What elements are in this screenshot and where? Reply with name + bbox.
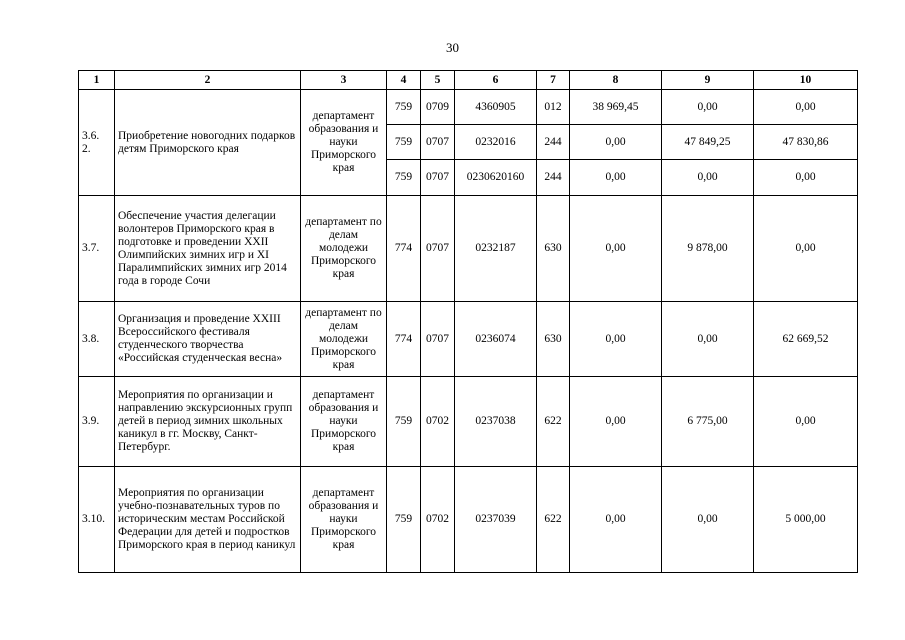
cell-c8: 38 969,45 [570,90,662,125]
cell-c9: 6 775,00 [662,377,754,467]
cell-c8: 0,00 [570,125,662,160]
cell-c8: 0,00 [570,160,662,196]
col-header: 6 [455,71,537,90]
item-number: 3.7. [79,196,115,302]
cell-c8: 0,00 [570,377,662,467]
col-header: 7 [537,71,570,90]
cell-c5: 0702 [421,467,455,573]
cell-c9: 47 849,25 [662,125,754,160]
cell-c7: 012 [537,90,570,125]
cell-c5: 0707 [421,125,455,160]
item-number: 3.9. [79,377,115,467]
cell-c4: 774 [387,196,421,302]
budget-table [78,70,858,573]
cell-c8: 0,00 [570,302,662,377]
cell-c7: 630 [537,196,570,302]
item-name: Приобретение новогодних подарков детям Приморского края [115,90,301,196]
table-row [79,302,858,377]
col-header: 1 [79,71,115,90]
cell-c10: 0,00 [754,160,858,196]
item-executor: департамент образования и науки Приморского края [301,90,387,196]
cell-c4: 759 [387,467,421,573]
cell-c8: 0,00 [570,467,662,573]
cell-c5: 0707 [421,196,455,302]
cell-c5: 0707 [421,160,455,196]
item-number: 3.10. [79,467,115,573]
cell-c4: 759 [387,160,421,196]
cell-c9: 9 878,00 [662,196,754,302]
cell-c6: 4360905 [455,90,537,125]
col-header: 5 [421,71,455,90]
cell-c7: 244 [537,125,570,160]
item-number: 3.8. [79,302,115,377]
table-row [79,377,858,467]
cell-c6: 0237038 [455,377,537,467]
col-header: 4 [387,71,421,90]
table-row [79,90,858,125]
cell-c6: 0237039 [455,467,537,573]
item-name: Организация и проведение XXIII Всероссийского фестиваля студенческого творчества «Российская студенческая весна» [115,302,301,377]
cell-c10: 5 000,00 [754,467,858,573]
item-name: Обеспечение участия делегации волонтеров Приморского края в подготовке и проведении XXII Олимпийских зимних игр и XI Паралимпийских зимних игр 2014 года в городе Сочи [115,196,301,302]
cell-c5: 0702 [421,377,455,467]
cell-c10: 0,00 [754,377,858,467]
cell-c10: 0,00 [754,90,858,125]
cell-c9: 0,00 [662,302,754,377]
cell-c6: 0230620160 [455,160,537,196]
page-number: 30 [446,40,459,55]
cell-c7: 630 [537,302,570,377]
table-row [79,467,858,573]
cell-c10: 47 830,86 [754,125,858,160]
cell-c6: 0236074 [455,302,537,377]
item-executor: департамент по делам молодежи Приморского края [301,196,387,302]
cell-c4: 759 [387,125,421,160]
col-header: 9 [662,71,754,90]
item-name: Мероприятия по организации и направлению экскурсионных групп детей в период зимних школьных каникул в гг. Москву, Санкт-Петербург. [115,377,301,467]
col-header: 3 [301,71,387,90]
item-executor: департамент образования и науки Приморского края [301,467,387,573]
item-name: Мероприятия по организации учебно-познавательных туров по историческим местам Российской Федерации для детей и подростков Приморского края в период каникул [115,467,301,573]
item-executor: департамент по делам молодежи Приморского края [301,302,387,377]
cell-c4: 774 [387,302,421,377]
cell-c7: 244 [537,160,570,196]
cell-c9: 0,00 [662,160,754,196]
cell-c4: 759 [387,90,421,125]
cell-c9: 0,00 [662,90,754,125]
cell-c5: 0707 [421,302,455,377]
cell-c6: 0232016 [455,125,537,160]
cell-c5: 0709 [421,90,455,125]
col-header: 8 [570,71,662,90]
cell-c10: 0,00 [754,196,858,302]
cell-c8: 0,00 [570,196,662,302]
item-number: 3.6. 2. [79,90,115,196]
col-header: 2 [115,71,301,90]
item-executor: департамент образования и науки Приморского края [301,377,387,467]
cell-c7: 622 [537,467,570,573]
header-row [79,71,858,90]
cell-c4: 759 [387,377,421,467]
cell-c9: 0,00 [662,467,754,573]
cell-c10: 62 669,52 [754,302,858,377]
col-header: 10 [754,71,858,90]
cell-c6: 0232187 [455,196,537,302]
table-row [79,196,858,302]
cell-c7: 622 [537,377,570,467]
